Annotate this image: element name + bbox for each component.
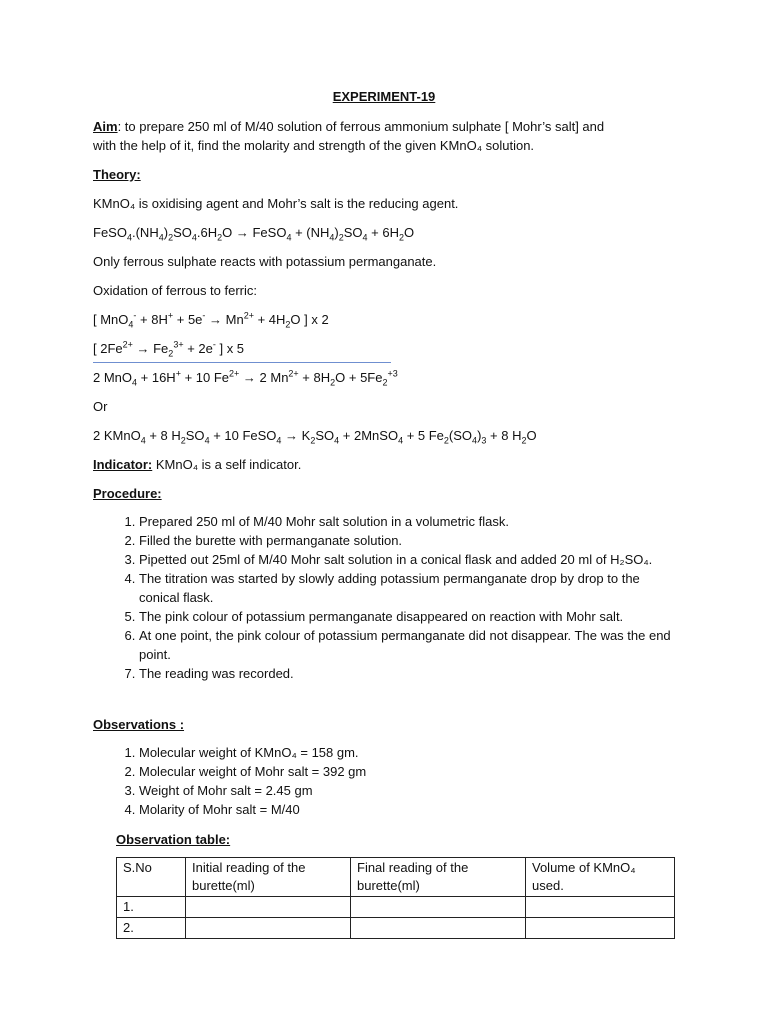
list-item: 6. At one point, the pink colour of potassium permanganate did not disappear. The was the end point. (139, 626, 679, 664)
column-header: Volume of KMnO₄ used. (526, 858, 675, 897)
indicator-line (93, 455, 301, 474)
list-item: 4. The titration was started by slowly adding potassium permanganate drop by drop to the conical flask. (139, 569, 679, 607)
equation-3: [ $2Fe^{2+} \to Fe_2^{3+} + 2e^-$ ] x 5 (93, 339, 245, 359)
list-item: 5. The pink colour of potassium permanganate disappeared on reaction with Mohr salt. (139, 607, 679, 626)
theory-heading: Theory: (93, 167, 141, 182)
table-cell: 2. (117, 918, 186, 939)
equation-5: 2 KMnO$_4$ + 8 $H_2SO_4 + 10$ FeSO$_4$ → $K_2SO_4$ + 2MnSO$_4$ + 5 $Fe_2(SO_4)_3 + 8$ $H_2O$ (93, 428, 537, 446)
indicator-text: KMnO₄ is a self indicator. (152, 457, 302, 472)
table-row (117, 918, 675, 939)
column-header: S.No (117, 858, 186, 897)
list-item: 1. Molecular weight of KMnO₄ = 158 gm. (139, 743, 366, 762)
column-header: Final reading of the burette(ml) (351, 858, 526, 897)
observation-table-heading: Observation table: (116, 832, 231, 847)
list-item: 7. The reading was recorded. (139, 664, 679, 683)
equation-4: 2 MnO$_4$ + 16H+ + 10 $Fe^{2+} \to 2$ $Mn^{2+} + 8H_2O + 5Fe_2^{+3}$ (93, 368, 398, 388)
theory-line-1: KMnO₄ is oxidising agent and Mohr’s salt is the reducing agent. (93, 196, 459, 211)
list-item: 3. Weight of Mohr salt = 2.45 gm (139, 781, 366, 800)
aim-line-2: with the help of it, find the molarity and strength of the given KMnO₄ solution. (93, 138, 535, 153)
table-cell (351, 897, 526, 918)
observations-list (112, 743, 366, 819)
procedure-list (112, 512, 679, 683)
list-item: 4. Molarity of Mohr salt = M/40 (139, 800, 366, 819)
table-cell (186, 897, 351, 918)
list-item: 2. Filled the burette with permanganate solution. (139, 531, 679, 550)
aim-text-1: : to prepare 250 ml of M/40 solution of ferrous ammonium sulphate [ Mohr’s salt] and (117, 119, 605, 134)
observation-table (116, 857, 675, 939)
table-cell (526, 897, 675, 918)
aim-label: Aim (93, 119, 118, 134)
or-text: Or (93, 399, 108, 414)
list-item: 3. Pipetted out 25ml of M/40 Mohr salt solution in a conical flask and added 20 ml of H₂SO₄. (139, 550, 679, 569)
procedure-heading: Procedure: (93, 486, 162, 501)
table-header-row (117, 858, 675, 897)
indicator-label: Indicator: (93, 457, 153, 472)
observations-heading: Observations : (93, 717, 185, 732)
theory-line-3: Only ferrous sulphate reacts with potassium permanganate. (93, 254, 437, 269)
table-cell (186, 918, 351, 939)
divider-line (93, 362, 391, 363)
equation-2: [ $MnO_4^- + 8H^+ + 5e^- \to Mn^{2+} + 4H_2O$ ] x 2 (93, 310, 329, 330)
equation-1: $FeSO_4.(NH_4)_2SO_4.6H_2O$ → FeSO$_4$ + $(NH_4)_2SO_4 + 6H_2O$ (93, 225, 415, 243)
table-cell (351, 918, 526, 939)
page-title: EXPERIMENT-19 (332, 89, 436, 104)
aim-line-1 (93, 117, 604, 136)
table-row (117, 897, 675, 918)
table-cell (526, 918, 675, 939)
column-header: Initial reading of the burette(ml) (186, 858, 351, 897)
list-item: 2. Molecular weight of Mohr salt = 392 gm (139, 762, 366, 781)
list-item: 1. Prepared 250 ml of M/40 Mohr salt solution in a volumetric flask. (139, 512, 679, 531)
table-cell: 1. (117, 897, 186, 918)
theory-line-4: Oxidation of ferrous to ferric: (93, 283, 258, 298)
